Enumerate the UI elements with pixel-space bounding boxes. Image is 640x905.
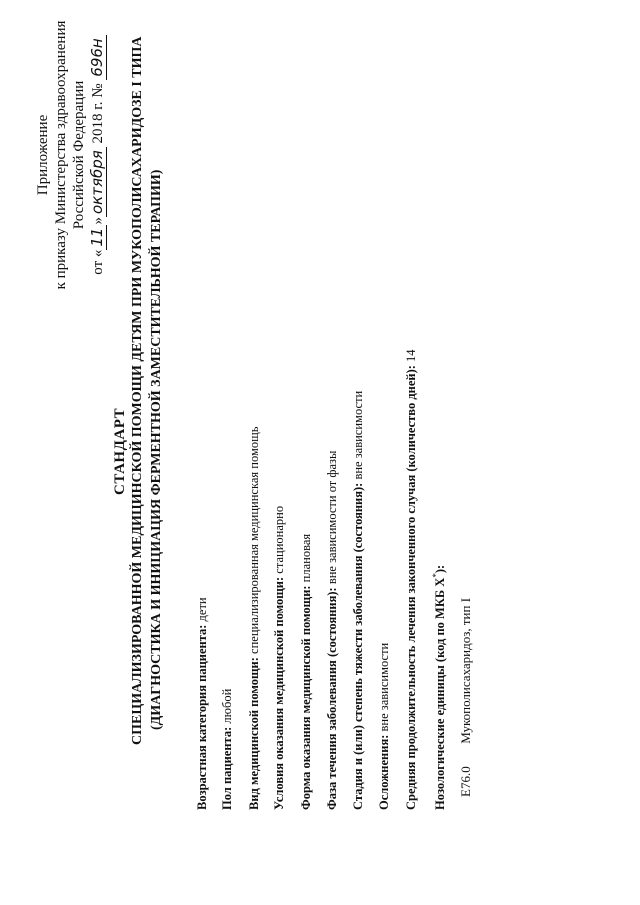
standard-title: СТАНДАРТ <box>112 407 128 495</box>
appendix-ministry-line: Российской Федерации <box>71 80 87 230</box>
field-care-form: Форма оказания медицинской помощи: плановая <box>299 533 313 810</box>
nosology-heading: Нозологические единицы (код по МКБ X*): <box>431 564 448 810</box>
field-care-type: Вид медицинской помощи: специализированная медицинская помощь <box>247 426 261 810</box>
icd-name: Мукополисахаридоз, тип I <box>458 597 473 744</box>
field-care-conditions: Условия оказания медицинской помощи: стационарно <box>272 505 286 810</box>
appendix-order-line: к приказу Министерства здравоохранения <box>53 20 69 290</box>
nosology-row <box>458 598 474 797</box>
icd-code: E76.0 <box>458 766 473 797</box>
field-disease-stage: Стадия и (или) степень тяжести заболевания (состояния): вне зависимости <box>351 390 365 810</box>
handwritten-number: 696н <box>88 35 107 79</box>
standard-subtitle-line-2: (ДИАГНОСТИКА И ИНИЦИАЦИЯ ФЕРМЕНТНОЙ ЗАМЕСТИТЕЛЬНОЙ ТЕРАПИИ) <box>149 169 164 730</box>
field-age-category: Возрастная категория пациента: дети <box>195 597 209 810</box>
appendix-block <box>34 5 107 305</box>
standard-subtitle-line-1: СПЕЦИАЛИЗИРОВАННОЙ МЕДИЦИНСКОЙ ПОМОЩИ ДЕТЯМ ПРИ МУКОПОЛИСАХАРИДОЗЕ I ТИПА <box>130 36 145 745</box>
appendix-date-line: от «11»октября 2018 г. № 696н <box>88 5 107 305</box>
field-treatment-duration: Средняя продолжительность лечения законченного случая (количество дней): 14 <box>404 349 418 810</box>
field-patient-sex: Пол пациента: любой <box>220 688 234 810</box>
field-disease-phase: Фаза течения заболевания (состояния): вне зависимости от фазы <box>325 450 339 810</box>
field-complications: Осложнения: вне зависимости <box>377 642 391 810</box>
handwritten-day: 11 <box>88 225 107 250</box>
handwritten-month: октября <box>88 147 107 217</box>
appendix-title: Приложение <box>35 114 51 196</box>
